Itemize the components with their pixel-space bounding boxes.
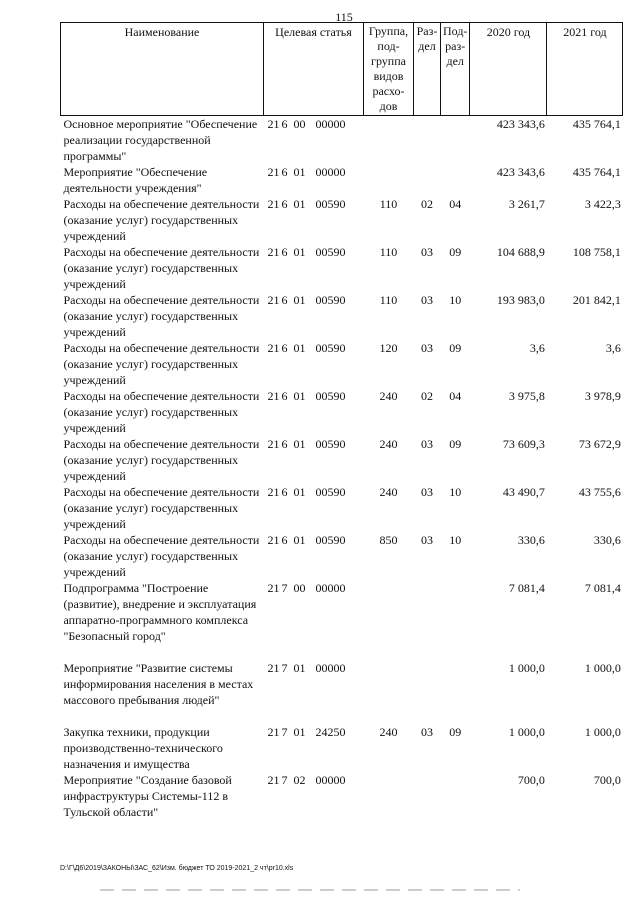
target-program: 21: [267, 389, 280, 403]
header-2020: 2020 год: [470, 23, 547, 116]
row-target-code: [264, 196, 364, 244]
row-value-2021: 3 422,3: [584, 197, 621, 211]
target-direction: 00590: [315, 533, 346, 547]
row-value-2020: 3 261,7: [508, 197, 545, 211]
target-subprogram: 6: [281, 437, 288, 451]
row-group: 240: [379, 725, 398, 739]
row-name: Расходы на обеспечение деятельности (оказание услуг) государственных учреждений: [63, 389, 260, 435]
target-direction: 00000: [315, 165, 346, 179]
row-value-2021: 3 978,9: [584, 389, 621, 403]
target-event: 01: [293, 389, 306, 403]
row-name: Закупка техники, продукции производственно-технического назначения и имущества: [63, 725, 223, 771]
target-program: 21: [267, 197, 280, 211]
target-direction: 24250: [315, 725, 346, 739]
target-program: 21: [267, 485, 280, 499]
row-target-code: [264, 244, 364, 292]
target-subprogram: 6: [281, 197, 288, 211]
target-subprogram: 6: [281, 293, 288, 307]
target-event: 01: [293, 293, 306, 307]
row-name: Расходы на обеспечение деятельности (оказание услуг) государственных учреждений: [63, 197, 260, 243]
target-direction: 00590: [315, 197, 346, 211]
target-program: 21: [267, 117, 280, 131]
target-subprogram: 6: [281, 341, 288, 355]
page-number: 115: [335, 10, 353, 24]
row-section: 03: [421, 245, 433, 259]
target-event: 01: [293, 197, 306, 211]
row-section: [414, 660, 441, 724]
target-program: 21: [267, 165, 280, 179]
row-name: Расходы на обеспечение деятельности (оказание услуг) государственных учреждений: [63, 293, 260, 339]
row-group: 110: [379, 245, 398, 259]
row-target-code: [264, 724, 364, 772]
header-group: Группа, под-группа видов расхо-дов: [364, 23, 414, 116]
row-target-code: [264, 580, 364, 660]
row-name: Расходы на обеспечение деятельности (оказание услуг) государственных учреждений: [63, 245, 260, 291]
row-value-2021: 108 758,1: [572, 245, 621, 259]
row-group: 240: [379, 485, 398, 499]
row-target-code: [264, 340, 364, 388]
row-group: 850: [379, 533, 398, 547]
table-row: [61, 484, 623, 532]
row-value-2021: 43 755,6: [578, 485, 621, 499]
row-section: 03: [421, 485, 433, 499]
row-value-2020: 330,6: [517, 533, 545, 547]
target-subprogram: 6: [281, 165, 288, 179]
row-group: [364, 164, 414, 196]
table-row: [61, 340, 623, 388]
target-program: 21: [267, 725, 280, 739]
target-direction: 00590: [315, 245, 346, 259]
row-target-code: [264, 484, 364, 532]
table-row: [61, 660, 623, 724]
row-value-2020: 423 343,6: [496, 165, 545, 179]
row-subsection: 04: [449, 197, 462, 211]
row-group: [364, 772, 414, 820]
target-direction: 00000: [315, 581, 346, 595]
table-row: [61, 532, 623, 580]
target-direction: 00000: [315, 117, 346, 131]
target-direction: 00590: [315, 293, 346, 307]
target-event: 01: [293, 341, 306, 355]
row-subsection: 10: [449, 485, 462, 499]
target-program: 21: [267, 661, 280, 675]
table-row: [61, 388, 623, 436]
row-target-code: [264, 292, 364, 340]
row-name: Расходы на обеспечение деятельности (оказание услуг) государственных учреждений: [63, 437, 260, 483]
table-row: [61, 196, 623, 244]
target-direction: 00590: [315, 389, 346, 403]
row-value-2020: 3,6: [529, 341, 545, 355]
target-program: 21: [267, 533, 280, 547]
header-name: Наименование: [61, 23, 264, 116]
table-row: [61, 436, 623, 484]
header-2021: 2021 год: [547, 23, 623, 116]
table-row: [61, 244, 623, 292]
row-group: 120: [379, 341, 398, 355]
row-name: Подпрограмма "Построение (развитие), внедрение и эксплуатация аппаратно-программного комплекса "Безопасный город": [63, 581, 257, 643]
row-section: [414, 772, 441, 820]
row-subsection: 09: [449, 245, 462, 259]
target-subprogram: 6: [281, 389, 288, 403]
row-name: Основное мероприятие "Обеспечение реализации государственной программы": [63, 117, 258, 163]
table-row: [61, 580, 623, 660]
row-value-2021: 201 842,1: [572, 293, 621, 307]
row-section: 03: [421, 725, 433, 739]
target-event: 01: [293, 245, 306, 259]
row-section: 03: [421, 341, 433, 355]
row-target-code: [264, 660, 364, 724]
row-subsection: 09: [449, 437, 462, 451]
row-group: 110: [379, 197, 398, 211]
table-row: [61, 164, 623, 196]
row-value-2021: 7 081,4: [584, 581, 621, 595]
target-event: 00: [293, 117, 306, 131]
row-value-2021: 435 764,1: [572, 165, 621, 179]
row-subsection: 09: [449, 725, 462, 739]
row-group: [364, 660, 414, 724]
row-section: 03: [421, 437, 433, 451]
target-subprogram: 6: [281, 485, 288, 499]
row-group: 240: [379, 389, 398, 403]
header-subsection: Под-раз-дел: [441, 23, 470, 116]
target-program: 21: [267, 293, 280, 307]
target-subprogram: 7: [281, 725, 288, 739]
target-subprogram: 7: [281, 661, 288, 675]
row-name: Мероприятие "Создание базовой инфраструктуры Системы-112 в Тульской области": [63, 773, 232, 819]
file-path-footer: D:\Г\Д6\2019\ЗАКОНЫ\ЗАС_62\Изм. бюджет ТО 2019-2021_2 чт\pr10.xls: [60, 865, 294, 872]
row-value-2020: 423 343,6: [496, 117, 545, 131]
row-target-code: [264, 164, 364, 196]
table-row: [61, 772, 623, 820]
row-name: Мероприятие "Развитие системы информирования населения в местах массового пребывания людей": [63, 661, 254, 707]
target-event: 01: [293, 661, 306, 675]
row-subsection: [441, 660, 470, 724]
target-event: 01: [293, 485, 306, 499]
row-section: 03: [421, 533, 433, 547]
header-section: Раз-дел: [414, 23, 441, 116]
row-target-code: [264, 772, 364, 820]
row-subsection: [441, 164, 470, 196]
target-subprogram: 7: [281, 773, 288, 787]
row-subsection: 09: [449, 341, 462, 355]
target-direction: 00590: [315, 485, 346, 499]
target-direction: 00590: [315, 437, 346, 451]
row-value-2021: 1 000,0: [584, 725, 621, 739]
table-row: [61, 116, 623, 165]
row-target-code: [264, 116, 364, 165]
row-value-2021: 330,6: [593, 533, 621, 547]
row-value-2020: 193 983,0: [496, 293, 545, 307]
row-group: 110: [379, 293, 398, 307]
target-subprogram: 6: [281, 533, 288, 547]
row-subsection: [441, 772, 470, 820]
row-group: 240: [379, 437, 398, 451]
row-value-2020: 1 000,0: [508, 661, 545, 675]
row-value-2021: 435 764,1: [572, 117, 621, 131]
target-direction: 00590: [315, 341, 346, 355]
row-section: [414, 580, 441, 660]
scan-artifact: [100, 889, 520, 891]
target-event: 02: [293, 773, 306, 787]
row-value-2021: 73 672,9: [578, 437, 621, 451]
table-header-row: [61, 23, 623, 116]
row-value-2021: 700,0: [593, 773, 621, 787]
row-value-2021: 3,6: [605, 341, 621, 355]
row-subsection: [441, 580, 470, 660]
row-target-code: [264, 532, 364, 580]
row-section: [414, 164, 441, 196]
budget-table: [60, 22, 623, 820]
row-section: 02: [421, 389, 433, 403]
row-section: 03: [421, 293, 433, 307]
row-subsection: 10: [449, 293, 462, 307]
row-subsection: 10: [449, 533, 462, 547]
target-subprogram: 6: [281, 245, 288, 259]
row-group: [364, 116, 414, 165]
row-group: [364, 580, 414, 660]
row-name: Расходы на обеспечение деятельности (оказание услуг) государственных учреждений: [63, 341, 260, 387]
row-target-code: [264, 436, 364, 484]
target-direction: 00000: [315, 661, 346, 675]
row-name: Мероприятие "Обеспечение деятельности учреждения": [63, 165, 208, 195]
target-event: 01: [293, 437, 306, 451]
target-program: 21: [267, 773, 280, 787]
table-row: [61, 292, 623, 340]
table-row: [61, 724, 623, 772]
row-value-2020: 73 609,3: [502, 437, 545, 451]
row-value-2020: 700,0: [517, 773, 545, 787]
row-value-2020: 1 000,0: [508, 725, 545, 739]
target-subprogram: 6: [281, 117, 288, 131]
row-name: Расходы на обеспечение деятельности (оказание услуг) государственных учреждений: [63, 533, 260, 579]
row-subsection: [441, 116, 470, 165]
header-target: Целевая статья: [264, 23, 364, 116]
target-event: 01: [293, 725, 306, 739]
row-name: Расходы на обеспечение деятельности (оказание услуг) государственных учреждений: [63, 485, 260, 531]
row-subsection: 04: [449, 389, 462, 403]
target-subprogram: 7: [281, 581, 288, 595]
row-value-2021: 1 000,0: [584, 661, 621, 675]
target-program: 21: [267, 341, 280, 355]
row-target-code: [264, 388, 364, 436]
row-section: 02: [421, 197, 433, 211]
row-value-2020: 104 688,9: [496, 245, 545, 259]
row-section: [414, 116, 441, 165]
row-value-2020: 7 081,4: [508, 581, 545, 595]
target-program: 21: [267, 581, 280, 595]
row-value-2020: 43 490,7: [502, 485, 545, 499]
row-value-2020: 3 975,8: [508, 389, 545, 403]
target-event: 01: [293, 165, 306, 179]
target-program: 21: [267, 437, 280, 451]
target-event: 00: [293, 581, 306, 595]
target-program: 21: [267, 245, 280, 259]
target-event: 01: [293, 533, 306, 547]
target-direction: 00000: [315, 773, 346, 787]
